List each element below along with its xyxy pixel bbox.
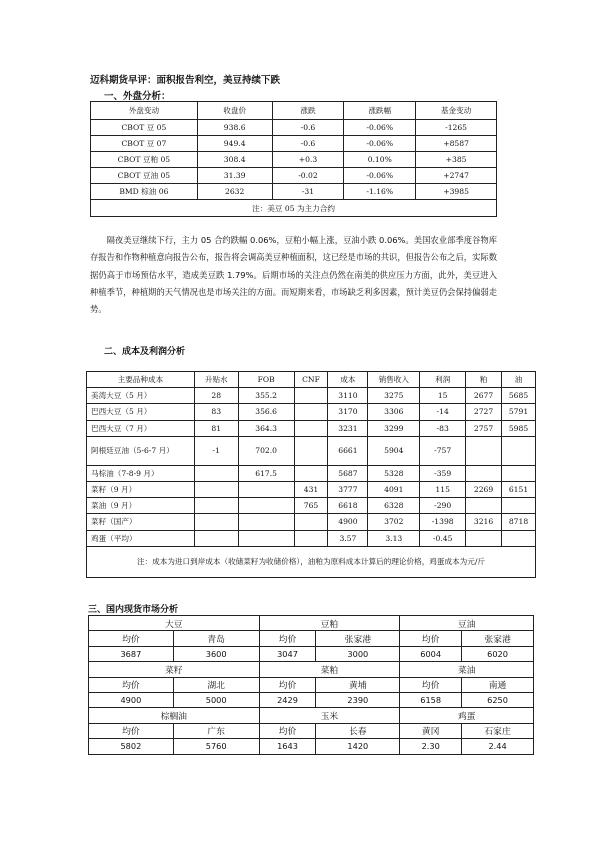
table-cell [194,465,238,481]
column-header: 油 [502,372,536,388]
commodity-header: 棕榈油 [89,708,260,723]
table-cell: +2747 [416,168,497,184]
location-header: 均价 [400,631,462,646]
table-cell: 3702 [368,514,420,530]
analysis-text: 隔夜美豆继续下行，主力 05 合约跌幅 0.06%，豆粕小幅上涨，豆油小跌 0.06%。美国农业部季度谷物库存报告和作物种植意向报告公布，报告将会调高美豆种植面积，这已经是市场的共识，但报告公布之后，实际数据仍高于市场预估水平，造成美豆跌 1.79%。后期市场的关注点仍然在南美的供应压力方面，此外，美豆进入种植季节，种植期的天气情况也是市场关注的方面。而短期来看，市场缺乏利多因素，预计美豆仍会保持偏弱走势。 [90,235,497,315]
table-cell: -290 [420,498,466,514]
table-cell: +3985 [416,184,497,200]
table-header-row [87,372,536,388]
price-cell: 3000 [316,646,400,661]
table-row [91,152,497,168]
table-cell: 阿根廷豆油（5-6-7 月） [87,436,195,465]
location-header: 均价 [89,723,174,738]
location-header: 均价 [259,677,316,692]
table-row [87,481,536,497]
table-cell: 31.39 [197,168,272,184]
table-cell: 菜油（9 月） [87,498,195,514]
table-cell: 28 [194,388,238,404]
table-cell [466,498,502,514]
column-header: 粕 [466,372,502,388]
price-cell: 6250 [462,692,534,707]
table-cell: 3.57 [328,530,368,546]
table-cell [238,498,294,514]
table-cell: 3275 [368,388,420,404]
location-header: 广东 [173,723,259,738]
analysis-paragraph [90,232,497,318]
commodity-header: 菜籽 [89,662,260,677]
table-note: 注：成本为进口到岸成本（收储菜籽为收储价格），油粕为原料成本计算后的理论价格，鸡蛋成本为元/斤 [87,546,536,577]
price-row [89,692,534,707]
price-cell: 5802 [89,739,174,754]
table-note-row [91,200,497,216]
table-cell: 15 [420,388,466,404]
location-header: 湖北 [173,677,259,692]
table-note-row [87,546,536,577]
table-row [87,404,536,420]
table-cell [194,530,238,546]
external-market-body [91,102,497,217]
column-header: 主要品种成本 [87,372,195,388]
table-cell: 3170 [328,404,368,420]
table-cell: 马棕油（7-8-9 月） [87,465,195,481]
table-cell: -1.16% [344,184,416,200]
table-cell: 鸡蛋（平均） [87,530,195,546]
price-cell: 3600 [173,646,259,661]
commodity-header: 玉米 [259,708,400,723]
table-cell [466,436,502,465]
table-cell: CBOT 豆 07 [91,136,198,152]
column-header: 升贴水 [194,372,238,388]
table-cell: CBOT 豆油 05 [91,168,198,184]
table-cell: 3.13 [368,530,420,546]
table-cell: 美湾大豆（5 月） [87,388,195,404]
table-cell: 431 [294,481,328,497]
table-cell [194,498,238,514]
commodity-header: 大豆 [89,616,260,631]
table-header-row [91,102,497,120]
location-header: 长春 [316,723,400,738]
price-cell: 3687 [89,646,174,661]
table-cell: 115 [420,481,466,497]
table-cell: 2727 [466,404,502,420]
column-header: 成本 [328,372,368,388]
price-cell: 1420 [316,739,400,754]
price-row [89,739,534,754]
column-header: CNF [294,372,328,388]
table-cell: 菜籽（国产） [87,514,195,530]
table-cell [238,530,294,546]
table-row [87,514,536,530]
table-cell: 6328 [368,498,420,514]
table-row [87,436,536,465]
table-cell: 83 [194,404,238,420]
table-cell: 5904 [368,436,420,465]
table-cell: 355.2 [238,388,294,404]
column-header: 利润 [420,372,466,388]
column-header: 外盘变动 [91,102,198,120]
location-header: 黄埔 [316,677,400,692]
price-cell: 1643 [259,739,316,754]
table-cell [294,388,328,404]
column-header: FOB [238,372,294,388]
table-cell: 5687 [328,465,368,481]
table-cell [294,514,328,530]
column-header: 涨跌 [272,102,344,120]
table-cell: 702.0 [238,436,294,465]
table-row [87,530,536,546]
group-header-row [89,616,534,631]
price-cell: 5000 [173,692,259,707]
table-cell: 菜籽（9 月） [87,481,195,497]
table-cell [294,404,328,420]
location-header: 青岛 [173,631,259,646]
section-heading-external: 一、外盘分析： [104,91,171,102]
table-cell: 4900 [328,514,368,530]
location-header: 张家港 [316,631,400,646]
section-heading-cost: 二、成本及利润分析 [104,347,186,357]
table-cell: -0.06% [344,120,416,136]
section-heading-spot: 三、国内现货市场分析 [88,605,179,615]
table-cell: -0.06% [344,168,416,184]
table-cell: 356.6 [238,404,294,420]
location-header: 均价 [259,723,316,738]
location-header: 黄冈 [400,723,462,738]
table-cell: 3299 [368,420,420,436]
table-cell: 巴西大豆（7 月） [87,420,195,436]
table-cell: -1398 [420,514,466,530]
table-cell: -83 [420,420,466,436]
price-cell: 2429 [259,692,316,707]
commodity-header: 鸡蛋 [400,708,534,723]
external-market-table [90,101,497,217]
table-cell: 6661 [328,436,368,465]
table-cell [238,514,294,530]
table-cell: 3110 [328,388,368,404]
table-cell: BMD 棕油 06 [91,184,198,200]
sub-header-row [89,631,534,646]
table-cell: -14 [420,404,466,420]
price-cell: 6158 [400,692,462,707]
table-cell [502,436,536,465]
table-row [87,498,536,514]
table-row [91,120,497,136]
table-cell: -757 [420,436,466,465]
table-row [87,420,536,436]
table-cell: 938.6 [197,120,272,136]
price-row [89,646,534,661]
group-header-row [89,708,534,723]
table-cell [502,465,536,481]
price-cell: 2.44 [462,739,534,754]
table-cell: +385 [416,152,497,168]
table-cell: CBOT 豆粕 05 [91,152,198,168]
table-cell: -0.06% [344,136,416,152]
table-cell: 5328 [368,465,420,481]
table-cell: -0.45 [420,530,466,546]
column-header: 基金变动 [416,102,497,120]
price-cell: 6020 [462,646,534,661]
table-cell: 2757 [466,420,502,436]
table-row [91,136,497,152]
table-cell [466,530,502,546]
commodity-header: 菜粕 [259,662,400,677]
table-cell: 2677 [466,388,502,404]
column-header: 涨跌幅 [344,102,416,120]
location-header: 均价 [89,677,174,692]
table-cell: 6151 [502,481,536,497]
table-cell: 2632 [197,184,272,200]
price-cell: 6004 [400,646,462,661]
table-cell: 81 [194,420,238,436]
table-cell: 巴西大豆（5 月） [87,404,195,420]
table-cell [466,465,502,481]
cost-profit-body [87,372,536,578]
table-cell [294,420,328,436]
table-row [87,465,536,481]
table-cell: 765 [294,498,328,514]
cost-profit-table [86,371,536,578]
table-cell: 3777 [328,481,368,497]
table-cell: 364.3 [238,420,294,436]
table-cell [238,481,294,497]
table-row [87,388,536,404]
price-cell: 4900 [89,692,174,707]
price-cell: 2.30 [400,739,462,754]
table-cell: 0.10% [344,152,416,168]
table-cell [502,498,536,514]
table-row [91,184,497,200]
table-cell: -0.02 [272,168,344,184]
column-header: 销售收入 [368,372,420,388]
table-cell [294,436,328,465]
group-header-row [89,662,534,677]
sub-header-row [89,677,534,692]
report-title: 迈科期货早评：面积报告利空，美豆持续下跌 [90,75,281,86]
table-cell: 617.5 [238,465,294,481]
price-cell: 5760 [173,739,259,754]
table-cell: 3216 [466,514,502,530]
table-cell: 5685 [502,388,536,404]
table-cell: +0.3 [272,152,344,168]
table-cell: 3306 [368,404,420,420]
table-cell: 6618 [328,498,368,514]
table-cell: -31 [272,184,344,200]
commodity-header: 豆油 [400,616,534,631]
table-cell: 2269 [466,481,502,497]
location-header: 南通 [462,677,534,692]
price-cell: 2390 [316,692,400,707]
spot-market-table [88,615,534,755]
commodity-header: 豆粕 [259,616,400,631]
table-cell: -0.6 [272,120,344,136]
table-cell [194,481,238,497]
table-row [91,168,497,184]
table-cell [294,465,328,481]
table-cell: 308.4 [197,152,272,168]
location-header: 张家港 [462,631,534,646]
table-cell: 3231 [328,420,368,436]
location-header: 均价 [400,677,462,692]
sub-header-row [89,723,534,738]
table-cell: 5985 [502,420,536,436]
location-header: 均价 [89,631,174,646]
table-cell: 4091 [368,481,420,497]
location-header: 石家庄 [462,723,534,738]
table-cell: -0.6 [272,136,344,152]
table-cell [502,530,536,546]
table-cell: -1265 [416,120,497,136]
table-cell: 5791 [502,404,536,420]
table-cell: 8718 [502,514,536,530]
table-cell: -1 [194,436,238,465]
table-cell [294,530,328,546]
table-cell: CBOT 豆 05 [91,120,198,136]
table-cell: 949.4 [197,136,272,152]
price-cell: 3047 [259,646,316,661]
table-cell [194,514,238,530]
table-note: 注：美豆 05 为主力合约 [91,200,497,216]
table-cell: +8587 [416,136,497,152]
column-header: 收盘价 [197,102,272,120]
commodity-header: 菜油 [400,662,534,677]
location-header: 均价 [259,631,316,646]
table-cell: -359 [420,465,466,481]
spot-market-body [89,616,534,755]
